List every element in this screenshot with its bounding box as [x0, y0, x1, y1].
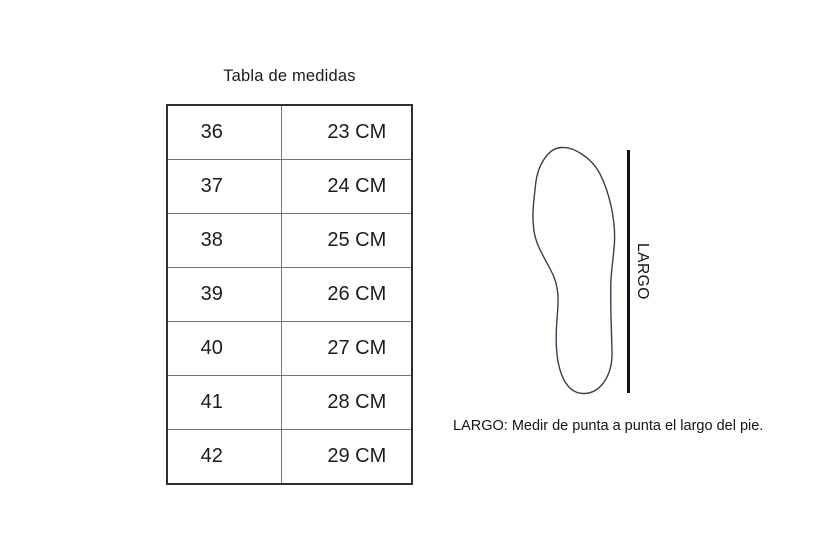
size-cell: 41 — [167, 376, 281, 430]
length-cell: 24 CM — [281, 160, 412, 214]
size-cell: 40 — [167, 322, 281, 376]
size-cell: 37 — [167, 160, 281, 214]
table-row — [167, 268, 412, 322]
table-row — [167, 160, 412, 214]
length-cell: 27 CM — [281, 322, 412, 376]
page-title: Tabla de medidas — [223, 67, 356, 85]
table-row — [167, 214, 412, 268]
size-cell: 38 — [167, 214, 281, 268]
foot-outline-illustration — [528, 143, 620, 396]
length-cell: 23 CM — [281, 105, 412, 160]
table-row — [167, 322, 412, 376]
largo-vertical-label-text: LARGO — [634, 243, 651, 300]
size-cell: 42 — [167, 430, 281, 485]
length-cell: 28 CM — [281, 376, 412, 430]
length-cell: 25 CM — [281, 214, 412, 268]
size-cell: 39 — [167, 268, 281, 322]
length-cell: 29 CM — [281, 430, 412, 485]
table-row — [167, 105, 412, 160]
size-cell: 36 — [167, 105, 281, 160]
largo-vertical-label — [630, 150, 654, 393]
size-table — [166, 104, 413, 485]
table-row — [167, 430, 412, 485]
length-cell: 26 CM — [281, 268, 412, 322]
table-row — [167, 376, 412, 430]
largo-caption: LARGO: Medir de punta a punta el largo del pie. — [453, 418, 764, 434]
